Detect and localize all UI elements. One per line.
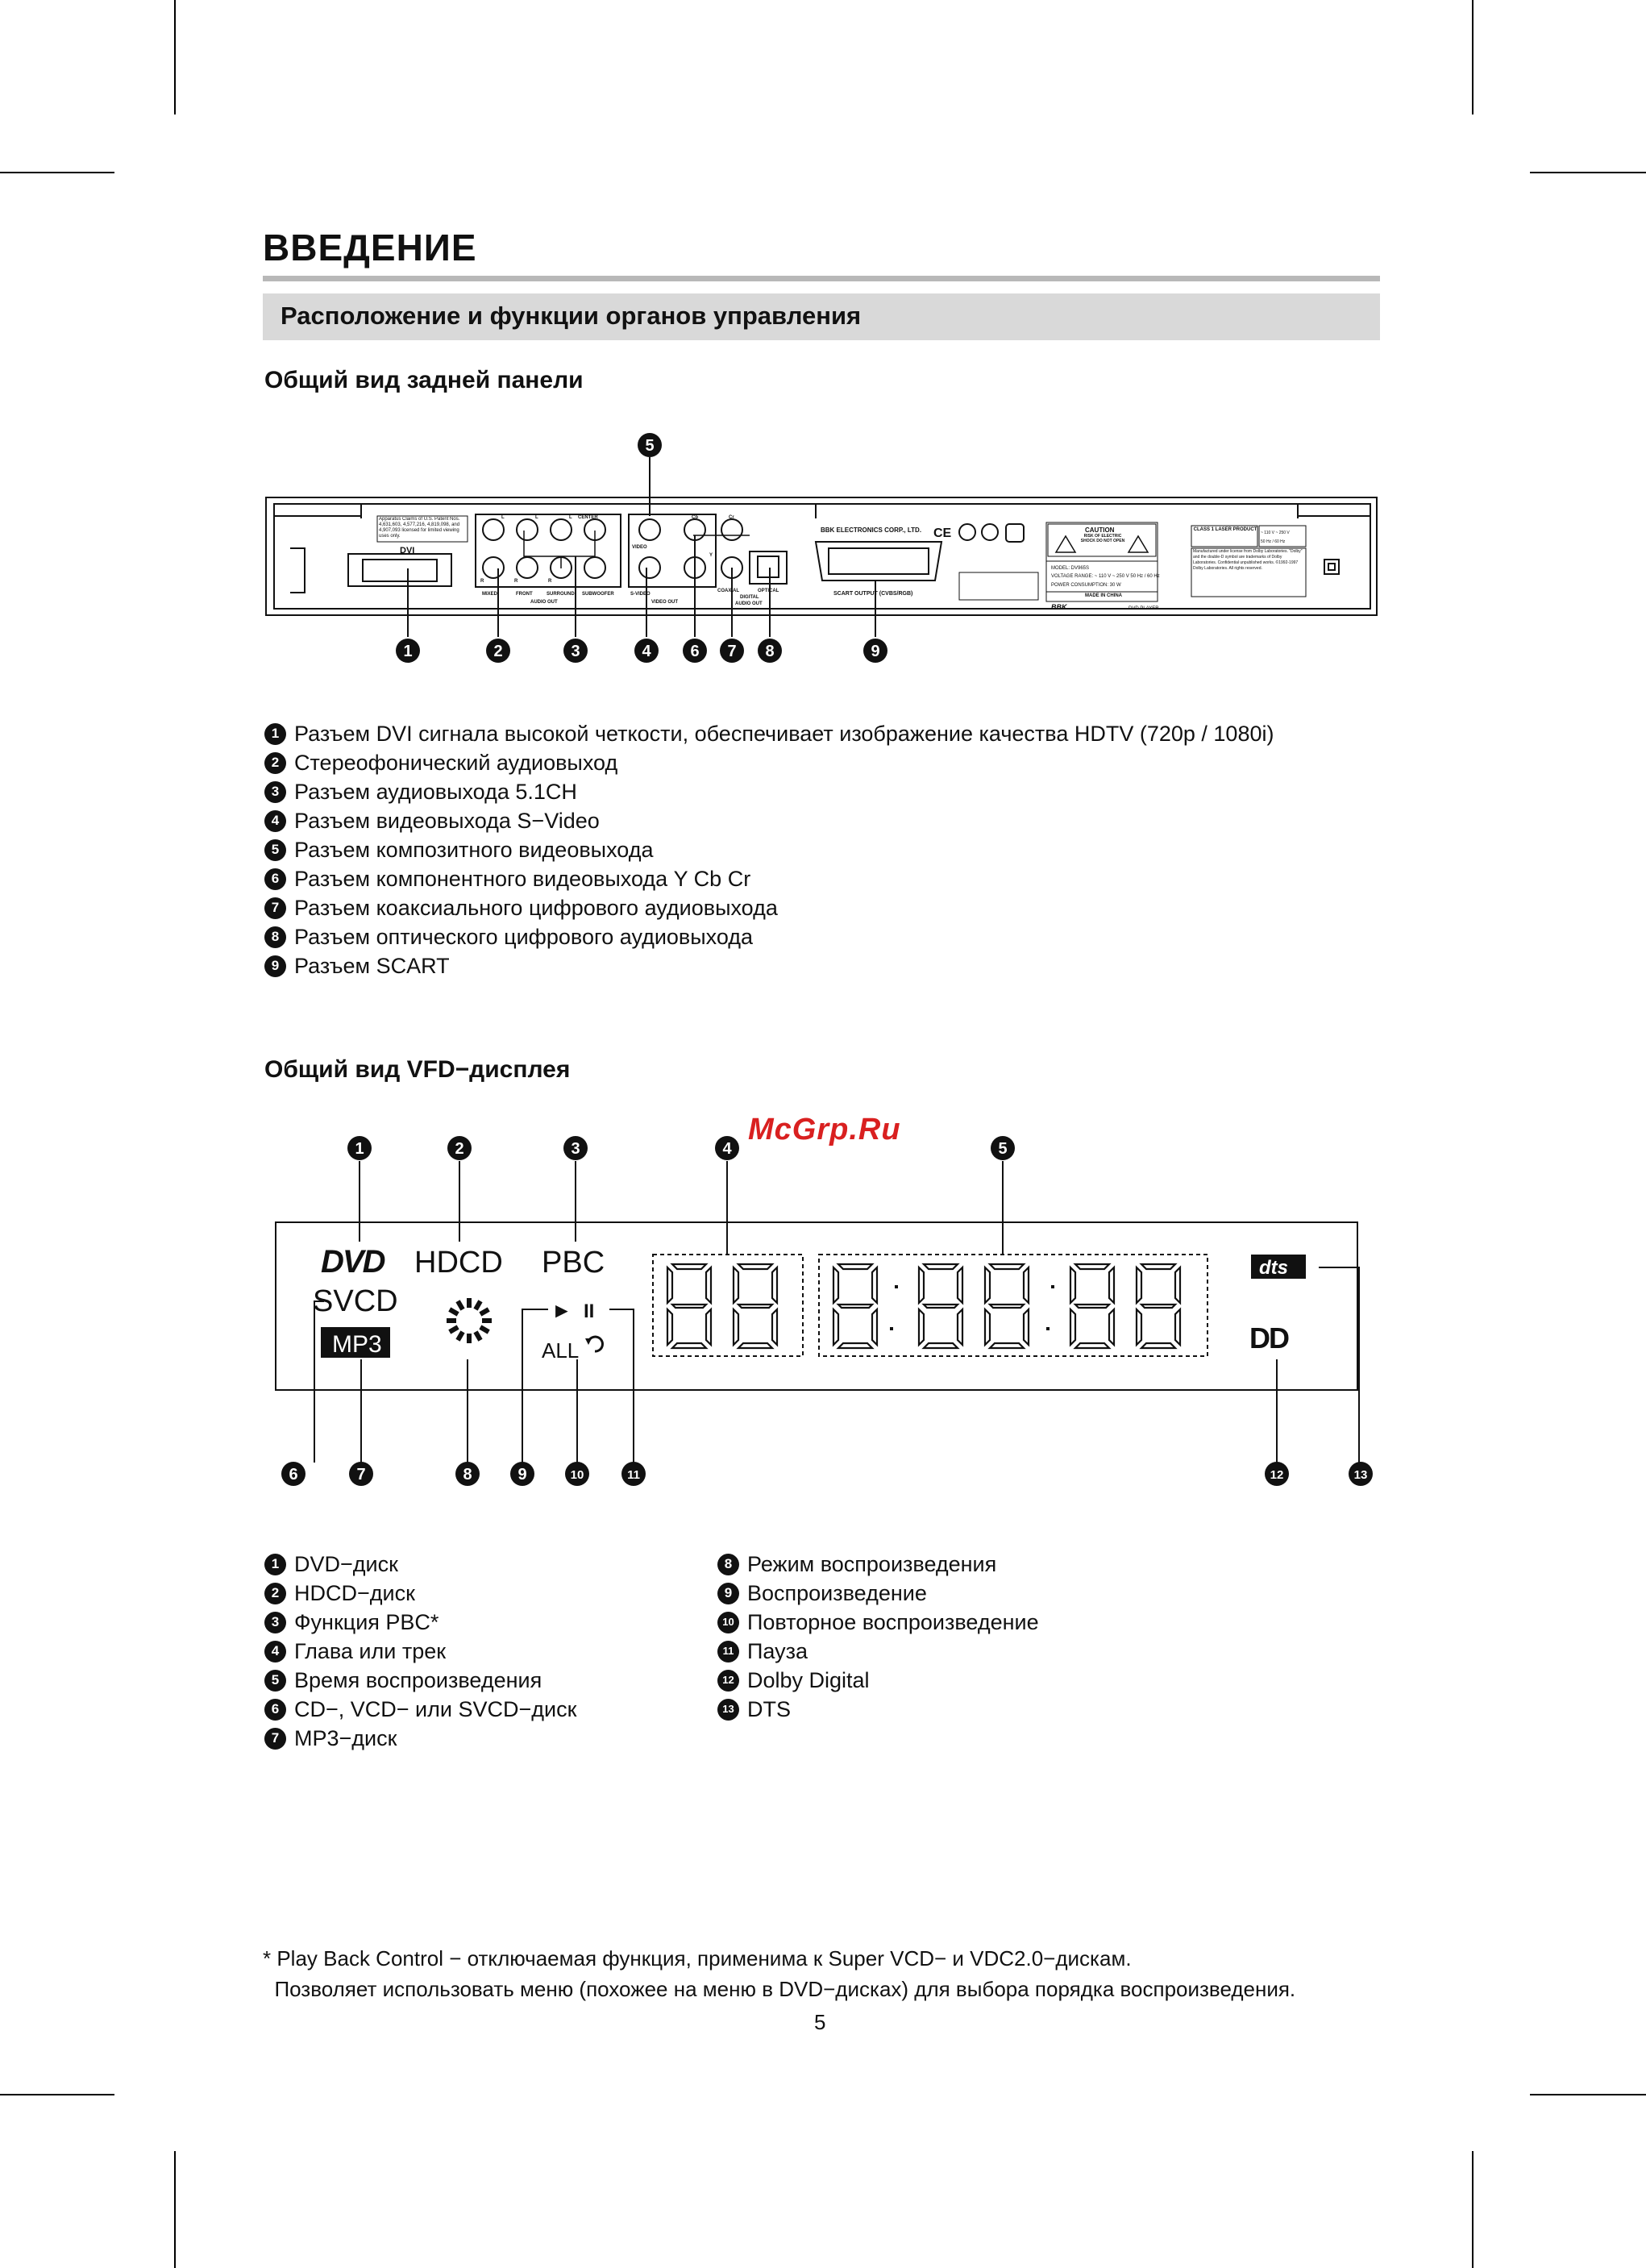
subwoofer-label: SUBWOOFER (582, 592, 614, 597)
list-item (264, 748, 1274, 777)
crop-mark (1530, 2094, 1646, 2095)
crop-mark (174, 2151, 176, 2268)
list-item (264, 835, 1274, 864)
vfd-list-right (717, 1550, 1039, 1724)
callout-number: 5 (998, 1140, 1008, 1158)
optical-label: OPTICAL (758, 589, 779, 593)
callout-number: 7 (356, 1466, 366, 1484)
dvd-player-label: DVD PLAYER (1129, 606, 1159, 611)
crop-mark (174, 0, 176, 114)
title-rule (263, 276, 1380, 281)
caution-sub: RISK OF ELECTRIC SHOCK DO NOT OPEN (1080, 534, 1125, 543)
power-label: POWER CONSUMPTION: 30 W (1051, 583, 1121, 588)
list-item (264, 777, 1274, 806)
list-item (264, 1637, 576, 1666)
r-label: R (548, 579, 552, 584)
cb-label: Cb (692, 515, 698, 520)
item-text: Время воспроизведения (294, 1668, 542, 1692)
video-out-label: VIDEO OUT (651, 600, 679, 605)
footnote (263, 1943, 1295, 2004)
l-label: L (535, 515, 538, 520)
digital-label: DIGITAL (740, 595, 759, 600)
list-item (264, 719, 1274, 748)
crop-mark (0, 172, 114, 173)
dolby-digital-icon: D D (1249, 1321, 1285, 1355)
item-text: Разъем SCART (294, 954, 450, 978)
pbc-label: PBC (542, 1246, 605, 1280)
watermark: McGrp.Ru (748, 1113, 901, 1146)
l-label: L (501, 515, 505, 520)
item-text: HDCD−диск (294, 1581, 415, 1605)
made-in-label: MADE IN CHINA (1085, 593, 1122, 598)
page-title: ВВЕДЕНИЕ (263, 227, 477, 268)
volt-small-label: ~ 110 V ~ 250 V (1261, 531, 1290, 535)
vfd-diagram (0, 1121, 1646, 1508)
list-item (264, 951, 1274, 980)
r-label: R (480, 579, 484, 584)
item-number: 8 (717, 1554, 739, 1575)
item-text: Разъем оптического цифрового аудиовыхода (294, 925, 754, 949)
callout-line (1319, 1267, 1359, 1463)
bbk-logo: BBK (1051, 603, 1067, 611)
audio-out-label: AUDIO OUT (530, 600, 558, 605)
crop-mark (1472, 0, 1474, 114)
r-label: R (514, 579, 518, 584)
item-number: 4 (264, 1641, 286, 1663)
item-text: DTS (747, 1697, 791, 1721)
item-number: 4 (264, 810, 286, 832)
voltage-label: VOLTAGE RANGE: ~ 110 V ~ 250 V 50 Hz / 60 Hz (1051, 574, 1160, 579)
list-item (264, 1608, 576, 1637)
list-item (717, 1695, 1039, 1724)
callout-number: 2 (455, 1140, 464, 1158)
list-item (717, 1579, 1039, 1608)
callout-number: 9 (517, 1466, 527, 1484)
center-label: CENTER (578, 515, 598, 520)
item-number: 10 (717, 1612, 739, 1633)
patent-text: Apparatus Claims of U.S. Patent Nos. 4,631,603, 4,577,216, 4,819,098, and 4,907,093 licensed for limited viewing uses only. (379, 517, 460, 539)
hdcd-label: HDCD (414, 1246, 503, 1280)
svideo-jack (639, 557, 660, 578)
surround-label: SURROUND (547, 592, 575, 597)
item-number: 11 (717, 1641, 739, 1663)
ce-mark: CE (933, 526, 952, 540)
item-text: Dolby Digital (747, 1668, 870, 1692)
dolby-license-text: Manufactured under license from Dolby Laboratories. "Dolby" and the double-D symbol are trademarks of Dolby Laboratories. Confidential unpublished works. ©1992-1997 Dolby Laboratories. All rights reserved. (1193, 549, 1303, 571)
callout-number: 4 (642, 643, 651, 660)
dvd-logo-icon: DVD (321, 1244, 384, 1280)
vfd-heading: Общий вид VFD−дисплея (264, 1056, 571, 1083)
y-label: Y (709, 553, 713, 558)
callout-number: 9 (871, 643, 880, 660)
item-text: Режим воспроизведения (747, 1552, 997, 1576)
callout-number: 2 (493, 643, 503, 660)
list-item (264, 893, 1274, 922)
vfd-list-left (264, 1550, 576, 1753)
bbk-corp-label: BBK ELECTRONICS CORP., LTD. (821, 526, 922, 534)
item-number: 9 (717, 1583, 739, 1604)
svideo-label: S-VIDEO (630, 592, 651, 597)
callout-line (609, 1309, 634, 1463)
section-bar (263, 293, 1380, 340)
list-item (264, 1724, 576, 1753)
item-text: Разъем видеовыхода S−Video (294, 809, 600, 833)
digital-audio-out-label: AUDIO OUT (735, 601, 763, 606)
item-number: 5 (264, 839, 286, 861)
cr-jack (721, 519, 742, 540)
crop-mark (1530, 172, 1646, 173)
item-number: 6 (264, 1699, 286, 1721)
play-mode-spinner-icon (447, 1298, 492, 1343)
pause-icon: II (584, 1300, 595, 1322)
item-number: 7 (264, 1728, 286, 1750)
play-icon: ► (551, 1298, 572, 1322)
list-item (264, 864, 1274, 893)
callout-line (314, 1301, 324, 1463)
list-item (717, 1608, 1039, 1637)
item-number: 9 (264, 955, 286, 977)
callout-number: 11 (627, 1468, 640, 1482)
footnote-line: * Play Back Control − отключаемая функция, применима к Super VCD− и VDC2.0−дискам. (263, 1946, 1132, 1970)
callout-number: 13 (1353, 1468, 1368, 1482)
cert-mark-icon (959, 524, 975, 540)
audio-jacks (483, 519, 605, 578)
item-text: CD−, VCD− или SVCD−диск (294, 1697, 577, 1721)
callout-number: 12 (1270, 1468, 1284, 1482)
item-text: Повторное воспроизведение (747, 1610, 1039, 1634)
coaxial-label: COAXIAL (717, 589, 739, 593)
callout-number: 7 (727, 643, 737, 660)
item-number: 7 (264, 897, 286, 919)
dvi-label: DVI (400, 546, 415, 556)
video-label: VIDEO (632, 545, 647, 550)
item-number: 5 (264, 1670, 286, 1692)
video-jack (639, 519, 660, 540)
power-box (1324, 560, 1339, 574)
rear-panel-list (264, 719, 1274, 980)
item-number: 3 (264, 781, 286, 803)
callout-number: 3 (571, 643, 580, 660)
item-number: 3 (264, 1612, 286, 1633)
callout-number: 4 (722, 1140, 732, 1158)
item-text: Разъем компонентного видеовыхода Y Cb Cr (294, 867, 751, 891)
optical-jack (758, 556, 779, 577)
rear-panel-diagram (0, 419, 1646, 677)
callout-number: 6 (690, 643, 700, 660)
vfd-callouts (281, 1136, 1373, 1486)
item-text: Стереофонический аудиовыход (294, 751, 618, 775)
list-item (717, 1666, 1039, 1695)
callout-number: 6 (289, 1466, 298, 1484)
list-item (264, 1695, 576, 1724)
callout-number: 5 (645, 437, 655, 455)
item-text: Разъем композитного видеовыхода (294, 838, 654, 862)
item-number: 8 (264, 926, 286, 948)
caution-label: CAUTION (1085, 526, 1115, 534)
rear-panel-heading: Общий вид задней панели (264, 367, 584, 393)
list-item (717, 1637, 1039, 1666)
barcode-box (959, 572, 1038, 600)
front-label: FRONT (516, 592, 533, 597)
item-text: DVD−диск (294, 1552, 398, 1576)
dts-label: dts (1259, 1257, 1288, 1279)
callout-number: 8 (765, 643, 775, 660)
crop-mark (0, 2094, 114, 2095)
callout-number: 1 (403, 643, 413, 660)
cr-label: Cr (729, 515, 734, 520)
callout-number: 10 (570, 1468, 584, 1482)
callout-number: 8 (463, 1466, 472, 1484)
seven-segment-digits (667, 1264, 1180, 1348)
l-label: L (569, 515, 572, 520)
item-text: MP3−диск (294, 1726, 397, 1750)
svcd-label: SVCD (313, 1284, 398, 1318)
item-number: 13 (717, 1699, 739, 1721)
list-item (264, 1550, 576, 1579)
cert-mark-icon (1006, 524, 1024, 542)
video-block (629, 514, 716, 587)
item-text: Пауза (747, 1639, 808, 1663)
callout-number: 3 (571, 1140, 580, 1158)
list-item (264, 1666, 576, 1695)
section-title: Расположение и функции органов управления (281, 302, 862, 330)
item-text: Разъем DVI сигнала высокой четкости, обеспечивает изображение качества HDTV (720p / 1080i) (294, 722, 1274, 746)
footnote-line: Позволяет использовать меню (похожее на меню в DVD−дисках) для выбора порядка воспроизведения. (263, 1977, 1296, 2001)
item-text: Функция PBC* (294, 1610, 439, 1634)
list-item (264, 1579, 576, 1608)
crop-mark (1472, 2151, 1474, 2268)
mp3-label: MP3 (332, 1331, 382, 1358)
all-label: ALL (542, 1338, 580, 1363)
callout-line (522, 1309, 548, 1463)
callout-number: 1 (355, 1140, 364, 1158)
scart-out-label: SCART OUTPUT (CVBS/RGB) (833, 591, 913, 597)
mixed-label: MIXED (482, 592, 498, 597)
item-text: Разъем аудиовыхода 5.1CH (294, 780, 577, 804)
item-number: 1 (264, 1554, 286, 1575)
page-number: 5 (814, 2010, 826, 2034)
list-item (264, 806, 1274, 835)
item-number: 6 (264, 868, 286, 890)
item-number: 12 (717, 1670, 739, 1692)
laser-text: CLASS 1 LASER PRODUCT (1193, 527, 1257, 532)
hz-small-label: 50 Hz / 60 Hz (1261, 539, 1286, 544)
model-label: MODEL: DV965S (1051, 566, 1090, 571)
item-number: 1 (264, 723, 286, 745)
item-text: Воспроизведение (747, 1581, 927, 1605)
cert-mark-icon (982, 524, 998, 540)
list-item (264, 922, 1274, 951)
item-text: Разъем коаксиального цифрового аудиовыхода (294, 896, 778, 920)
item-number: 2 (264, 1583, 286, 1604)
item-text: Глава или трек (294, 1639, 447, 1663)
item-number: 2 (264, 752, 286, 774)
list-item (717, 1550, 1039, 1579)
